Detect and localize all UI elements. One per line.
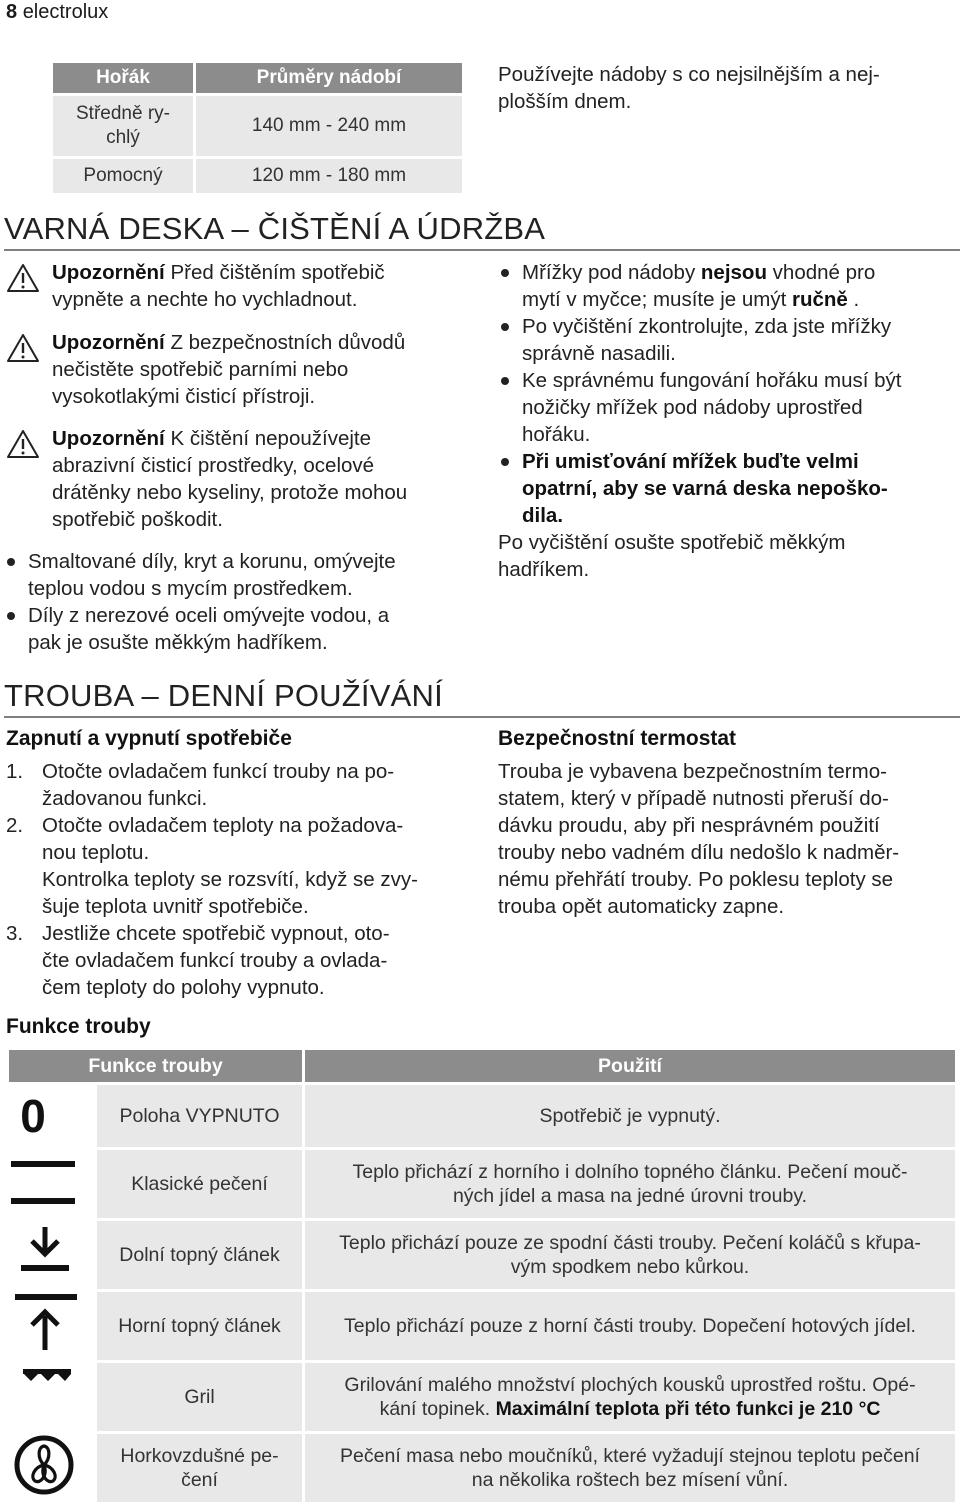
onoff-heading: Zapnutí a vypnutí spotřebiče — [6, 727, 292, 750]
function-name-cell: Gril — [97, 1363, 302, 1431]
pan-note: Používejte nádoby s co nejsilnějším a nej- plošším dnem. — [498, 63, 880, 113]
step-number: 3. — [6, 922, 24, 945]
diameter-cell: 120 mm - 180 mm — [196, 159, 462, 193]
list-item — [6, 920, 476, 1001]
warning-triangle-icon — [6, 333, 40, 363]
table-row — [9, 1434, 955, 1502]
warning-message: K čištění nepoužívejte abrazivní čisticí prostředky, ocelové drátěnky nebo kyseliny, protože mohou spotřebič poškodit. — [52, 427, 408, 531]
oven-section-title: TROUBA – DENNÍ POUŽÍVÁNÍ — [4, 678, 443, 713]
brand-name: electrolux — [22, 1, 109, 23]
warning-text — [52, 329, 405, 410]
list-item-text: Mřížky pod nádoby — [522, 261, 701, 284]
list-item: Při umisťování mřížek buďte velmi opatrní, aby se varná deska nepoško- dila. — [498, 448, 960, 529]
functions-heading: Funkce trouby — [6, 1015, 151, 1038]
cleaning-closing-text: Po vyčištění osušte spotřebič měkkým hadříkem. — [498, 531, 846, 581]
step-text: Jestliže chcete spotřebič vypnout, oto- čte ovladačem funkcí trouby a ovlada- čem teploty do polohy vypnuto. — [42, 922, 390, 999]
warning-message: Před čištěním spotřebič vypněte a nechte ho vychladnout. — [52, 261, 385, 311]
list-item-emphasis: nejsou — [700, 261, 767, 284]
usage-emphasis: Maximální teplota při této funkci je 210 °C — [495, 1398, 881, 1420]
list-item-text: vhodné pro mytí v myčce; musíte je umýt — [522, 261, 876, 311]
column-header-usage: Použití — [305, 1050, 955, 1082]
cleaning-list-left — [4, 548, 474, 656]
cleaning-section-title: VARNÁ DESKA – ČIŠTĚNÍ A ÚDRŽBA — [4, 211, 546, 246]
list-item-emphasis: ručně — [791, 288, 848, 311]
page-number: 8 — [6, 1, 18, 23]
table-row — [9, 1221, 955, 1289]
step-text: Otočte ovladačem teploty na požadova- nou teplotu. Kontrolka teploty se rozsvítí, když se zvy- šuje teplota uvnitř spotřebiče. — [42, 814, 418, 918]
function-name-cell: Klasické pečení — [97, 1150, 302, 1218]
list-item: Ke správnému fungování hořáku musí být nožičky mřížek pod nádoby uprostřed hořáku. — [498, 367, 960, 448]
table-row — [9, 1292, 955, 1360]
function-name-cell: Horní topný článek — [97, 1292, 302, 1360]
symbol-cell — [9, 1363, 94, 1431]
cleaning-list-right — [498, 259, 960, 529]
usage-cell: Spotřebič je vypnutý. — [305, 1085, 955, 1147]
list-item: Smaltované díly, kryt a korunu, omývejte teplou vodou s mycím prostředkem. — [4, 548, 474, 602]
warning-label: Upozornění — [52, 427, 165, 450]
column-header-burner: Hořák — [53, 63, 193, 93]
table-row — [53, 159, 462, 193]
usage-cell: Teplo přichází pouze ze spodní části trouby. Pečení koláčů s křupa- vým spodkem nebo kůrkou. — [305, 1221, 955, 1289]
fan-icon — [9, 1434, 81, 1496]
warning-label: Upozornění — [52, 331, 165, 354]
table-row — [53, 96, 462, 156]
warning-message: Z bezpečnostních důvodů nečistěte spotřebič parními nebo vysokotlakými čisticí přístroji. — [52, 331, 406, 408]
list-item — [6, 758, 476, 812]
function-name-cell: Poloha VYPNUTO — [97, 1085, 302, 1147]
table-header-row — [53, 63, 462, 93]
off-position-icon: 0 — [20, 1090, 46, 1142]
table-row — [9, 1363, 955, 1431]
thermostat-heading: Bezpečnostní termostat — [498, 727, 737, 750]
section-divider — [4, 249, 960, 251]
conventional-heat-icon — [9, 1150, 81, 1212]
warning-block — [6, 329, 476, 413]
section-divider — [4, 716, 960, 718]
table-row — [9, 1150, 955, 1218]
oven-functions-table — [6, 1047, 958, 1505]
list-item: Díly z nerezové oceli omývejte vodou, a pak je osušte měkkým hadříkem. — [4, 602, 474, 656]
list-item — [498, 259, 960, 313]
usage-cell: Teplo přichází z horního i dolního topného článku. Pečení mouč- ných jídel a masa na jedné úrovni trouby. — [305, 1150, 955, 1218]
bottom-heat-icon — [9, 1221, 81, 1283]
symbol-cell — [9, 1085, 94, 1147]
usage-text: Grilování malého množství plochých kousků uprostřed roštu. Opé- kání topinek. — [344, 1374, 916, 1420]
diameter-cell: 140 mm - 240 mm — [196, 96, 462, 156]
warning-block — [6, 259, 476, 319]
symbol-cell — [9, 1150, 94, 1218]
step-text: Otočte ovladačem funkcí trouby na po- žadovanou funkci. — [42, 760, 395, 810]
page-header — [6, 0, 108, 24]
burner-cell: Pomocný — [53, 159, 193, 193]
symbol-cell — [9, 1434, 94, 1502]
grill-icon — [9, 1363, 81, 1425]
thermostat-text: Trouba je vybavena bezpečnostním termo- statem, který v případě nutnosti přeruší do- dávku proudu, aby při nesprávném použití trouby nebo vadném dílu nedošlo k nadměr- nému přehřátí trouby. Po poklesu teploty se trouba opět automaticky zapne. — [498, 760, 900, 918]
top-heat-icon — [9, 1292, 81, 1354]
function-name-cell: Dolní topný článek — [97, 1221, 302, 1289]
warning-block — [6, 425, 476, 535]
step-number: 2. — [6, 814, 24, 837]
symbol-cell — [9, 1292, 94, 1360]
table-row — [9, 1085, 955, 1147]
list-item — [6, 812, 476, 920]
warning-text — [52, 259, 385, 313]
pan-size-table — [50, 60, 465, 196]
warning-text — [52, 425, 407, 533]
warning-label: Upozornění — [52, 261, 165, 284]
step-number: 1. — [6, 760, 24, 783]
column-header-diameter: Průměry nádobí — [196, 63, 462, 93]
list-item-text: . — [847, 288, 860, 311]
column-header-function: Funkce trouby — [9, 1050, 302, 1082]
usage-cell — [305, 1363, 955, 1431]
table-header-row — [9, 1050, 955, 1082]
burner-cell: Středně ry- chlý — [53, 96, 193, 156]
warning-triangle-icon — [6, 429, 40, 459]
warning-triangle-icon — [6, 263, 40, 293]
list-item: Po vyčištění zkontrolujte, zda jste mřížky správně nasadili. — [498, 313, 960, 367]
symbol-cell — [9, 1221, 94, 1289]
onoff-steps — [6, 758, 476, 1001]
function-name-cell: Horkovzdušné pe- čení — [97, 1434, 302, 1502]
usage-cell: Teplo přichází pouze z horní části trouby. Dopečení hotových jídel. — [305, 1292, 955, 1360]
usage-cell: Pečení masa nebo moučníků, které vyžadují stejnou teplotu pečení na několika roštech bez mísení vůní. — [305, 1434, 955, 1502]
